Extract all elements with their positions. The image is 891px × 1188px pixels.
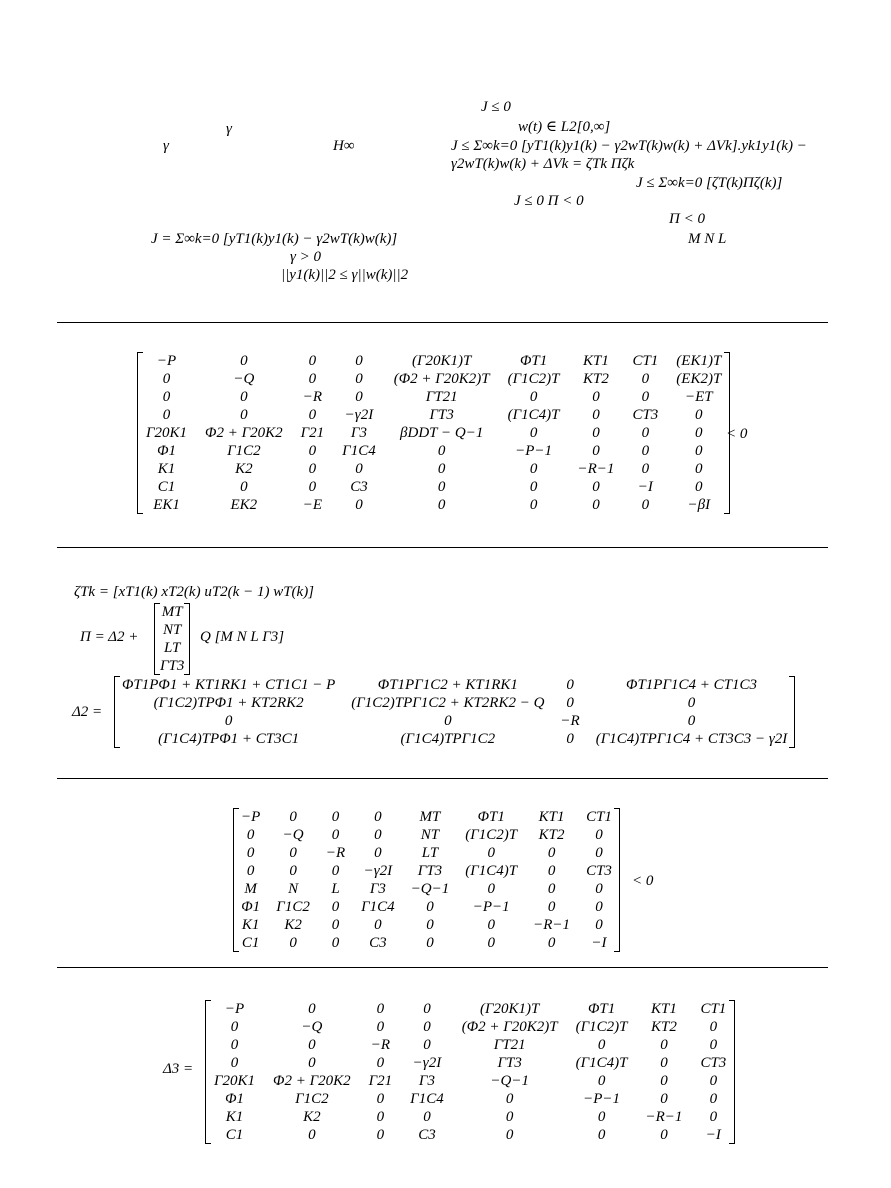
- section-divider: [57, 547, 828, 548]
- matrix-cell: L: [331, 881, 340, 897]
- matrix-cell: ΓT3: [429, 407, 454, 423]
- matrix-cell: ΦT1: [519, 353, 548, 369]
- matrix-cell: K1: [241, 917, 260, 933]
- matrix-row: [137, 496, 730, 514]
- matrix-cell: 0: [308, 371, 317, 387]
- matrix-cell: ΓT21: [493, 1037, 526, 1053]
- matrix-cell: 0: [289, 935, 297, 951]
- vector-cell: NT: [163, 622, 182, 638]
- matrix-cell: 0: [444, 713, 452, 729]
- matrix-cell: 0: [529, 389, 538, 405]
- matrix-cell: 0: [246, 863, 255, 879]
- matrix-cell: Γ1C2: [295, 1091, 329, 1107]
- matrix-cell: ΦT1: [587, 1001, 616, 1017]
- matrix-cell: −R: [560, 713, 580, 729]
- matrix-cell: 0: [687, 695, 696, 711]
- matrix-cell: 0: [709, 1073, 718, 1089]
- matrix-cell: 0: [660, 1037, 668, 1053]
- matrix-cell: 0: [308, 461, 317, 477]
- matrix-cell: (Γ20K1)T: [411, 353, 472, 369]
- matrix-cell: 0: [505, 1091, 514, 1107]
- matrix-cell: 0: [695, 425, 703, 441]
- matrix-cell: 0: [529, 461, 538, 477]
- disturbance-space: w(t) ∈ L2[0,∞]: [518, 119, 611, 135]
- matrix-cell: 0: [547, 845, 556, 861]
- matrix-cell: (Φ2 + Γ20K2)T: [393, 371, 490, 387]
- matrix-cell: 0: [162, 407, 171, 423]
- matrix-cell: −I: [705, 1127, 721, 1143]
- matrix-cell: 0: [355, 353, 363, 369]
- h-infinity-symbol: H∞: [333, 138, 355, 154]
- matrix-cell: CT1: [632, 353, 659, 369]
- matrix-cell: 0: [595, 899, 603, 915]
- pi-column-vector: [154, 603, 190, 675]
- matrix-cell: −Q: [301, 1019, 323, 1035]
- j-quadratic-bound: J ≤ Σ∞k=0 [ζT(k)Πζ(k)]: [636, 175, 783, 191]
- matrix-cell: 0: [660, 1073, 668, 1089]
- matrix-table: [205, 1000, 735, 1144]
- matrix-cell: Γ1C2: [227, 443, 261, 459]
- matrix-cell: (Φ2 + Γ20K2)T: [461, 1019, 558, 1035]
- matrix-cell: 0: [592, 389, 600, 405]
- matrix-cell: βDDT − Q−1: [400, 425, 484, 441]
- delta2-label: Δ2 =: [72, 704, 103, 720]
- matrix-row: [114, 730, 795, 748]
- matrix-cell: 0: [547, 899, 556, 915]
- matrix-cell: −P−1: [583, 1091, 621, 1107]
- matrix-cell: 0: [597, 1037, 606, 1053]
- matrix-cell: Γ1C4: [410, 1091, 444, 1107]
- matrix-cell: 0: [246, 845, 255, 861]
- matrix-cell: 0: [376, 1055, 385, 1071]
- matrix-cell: C3: [418, 1127, 436, 1143]
- matrix-cell: −P: [241, 809, 261, 825]
- matrix-cell: 0: [597, 1109, 606, 1125]
- matrix-cell: 0: [641, 389, 650, 405]
- matrix-cell: (Γ1C4)TPΓ1C4 + CT3C3 − γ2I: [595, 731, 788, 747]
- matrix-cell: C1: [157, 479, 176, 495]
- matrix-cell: −P: [156, 353, 177, 369]
- matrix-cell: 0: [426, 899, 434, 915]
- matrix-cell: EK1: [153, 497, 180, 513]
- matrix-cell: (Γ20K1)T: [479, 1001, 540, 1017]
- matrix-cell: 0: [595, 845, 603, 861]
- gamma-symbol: γ: [163, 138, 169, 154]
- pi-negative: Π < 0: [669, 211, 705, 227]
- matrix-cell: K1: [225, 1109, 244, 1125]
- vector-cell: LT: [163, 640, 181, 656]
- matrix-cell: Φ2 + Γ20K2: [273, 1073, 351, 1089]
- matrix-cell: 0: [641, 371, 650, 387]
- matrix-cell: 0: [240, 353, 248, 369]
- matrix-cell: 0: [230, 1055, 239, 1071]
- matrix-cell: 0: [595, 917, 603, 933]
- pi-definition-prefix: Π = Δ2 +: [80, 629, 139, 645]
- matrix-cell: 0: [308, 1001, 316, 1017]
- matrix-cell: −R: [370, 1037, 391, 1053]
- negative-definite-suffix: < 0: [726, 426, 748, 442]
- matrix-cell: 0: [224, 713, 233, 729]
- negative-definite-suffix: < 0: [632, 873, 654, 889]
- matrix-cell: KT2: [651, 1019, 677, 1035]
- matrix-cell: 0: [695, 461, 703, 477]
- matrix-cell: 0: [331, 899, 340, 915]
- matrix-cell: CT1: [586, 809, 612, 825]
- section-divider: [57, 967, 828, 968]
- matrix-cell: CT3: [632, 407, 659, 423]
- matrix-cell: 0: [376, 1091, 385, 1107]
- matrix-cell: 0: [308, 353, 317, 369]
- matrix-cell: 0: [289, 809, 297, 825]
- matrix-cell: 0: [687, 713, 696, 729]
- matrix-cell: C1: [241, 935, 260, 951]
- matrix-row: [233, 808, 620, 826]
- matrix-cell: Γ1C4: [342, 443, 376, 459]
- matrix-cell: 0: [423, 1109, 431, 1125]
- matrix-cell: (Γ1C4)TPΦ1 + CT3C1: [158, 731, 300, 747]
- matrix-cell: 0: [426, 917, 434, 933]
- matrix-cell: 0: [695, 443, 703, 459]
- matrix-row: [233, 898, 620, 916]
- matrix-row: [233, 862, 620, 880]
- matrix-cell: 0: [597, 1073, 606, 1089]
- matrix-cell: 0: [566, 731, 574, 747]
- matrix-cell: (Γ1C2)TPΓ1C2 + KT2RK2 − Q: [351, 695, 545, 711]
- matrix-cell: −P−1: [515, 443, 553, 459]
- matrix-cell: 0: [162, 371, 171, 387]
- j-bound-line1: J ≤ Σ∞k=0 [yT1(k)y1(k) − γ2wT(k)w(k) + ΔVk].yk1y1(k) −: [451, 138, 807, 154]
- matrix-cell: (Γ1C4)T: [465, 863, 518, 879]
- matrix-row: [205, 1018, 735, 1036]
- matrix-cell: 0: [547, 881, 556, 897]
- matrix-cell: 0: [437, 497, 446, 513]
- matrix-cell: ΓT3: [497, 1055, 522, 1071]
- matrix-cell: −R: [325, 845, 346, 861]
- matrix-table: [114, 676, 795, 748]
- delta2-matrix: [114, 676, 795, 748]
- matrix-cell: (Γ1C2)T: [575, 1019, 628, 1035]
- matrix-cell: KT1: [538, 809, 565, 825]
- matrix-cell: (EK1)T: [676, 353, 722, 369]
- matrix-row: [137, 370, 730, 388]
- matrix-cell: (Γ1C4)TPΓ1C2: [400, 731, 496, 747]
- matrix-cell: −P: [224, 1001, 245, 1017]
- matrix-cell: 0: [547, 863, 556, 879]
- matrix-cell: (Γ1C4)T: [507, 407, 560, 423]
- section-divider: [57, 322, 828, 323]
- matrix-cell: −γ2I: [412, 1055, 442, 1071]
- matrix-cell: (Γ1C2)T: [465, 827, 518, 843]
- matrix-cell: 0: [289, 863, 297, 879]
- matrix-cell: Γ3: [369, 881, 386, 897]
- matrix-cell: 0: [423, 1019, 431, 1035]
- matrix-row: [233, 916, 620, 934]
- matrix-row: [137, 460, 730, 478]
- matrix-cell: 0: [709, 1037, 718, 1053]
- matrix-cell: −E: [302, 497, 323, 513]
- matrix-cell: 0: [641, 425, 650, 441]
- matrix-cell: −βI: [687, 497, 711, 513]
- matrix-cell: 0: [162, 389, 171, 405]
- matrix-cell: −Q: [282, 827, 304, 843]
- matrix-cell: 0: [331, 863, 340, 879]
- matrix-cell: 0: [641, 443, 650, 459]
- matrix-cell: (Γ1C4)T: [575, 1055, 628, 1071]
- matrix-cell: −P−1: [472, 899, 510, 915]
- matrix-cell: 0: [709, 1019, 718, 1035]
- matrix-cell: 0: [374, 917, 382, 933]
- matrix-cell: 0: [566, 677, 574, 693]
- matrix-cell: NT: [420, 827, 440, 843]
- matrix-cell: Γ1C4: [361, 899, 395, 915]
- matrix-cell: Γ21: [368, 1073, 393, 1089]
- matrix-cell: 0: [376, 1019, 385, 1035]
- matrix-cell: ΦT1PΓ1C2 + KT1RK1: [377, 677, 518, 693]
- matrix-cell: K2: [235, 461, 253, 477]
- matrix-cell: Γ3: [418, 1073, 435, 1089]
- matrix-cell: C3: [350, 479, 368, 495]
- matrix-cell: ΦT1: [477, 809, 505, 825]
- matrix-cell: 0: [230, 1019, 239, 1035]
- gamma-symbol: γ: [226, 121, 232, 137]
- matrix-cell: −Q−1: [490, 1073, 529, 1089]
- matrix-row: [205, 1000, 735, 1018]
- matrix-cell: 0: [709, 1109, 718, 1125]
- matrix-cell: Φ2 + Γ20K2: [205, 425, 283, 441]
- matrix-cell: 0: [376, 1127, 385, 1143]
- matrix-cell: 0: [355, 371, 363, 387]
- matrix-row: [205, 1108, 735, 1126]
- matrix-row: [114, 694, 795, 712]
- matrix-cell: 0: [529, 425, 538, 441]
- matrix-cell: −R−1: [577, 461, 615, 477]
- matrix-cell: MT: [419, 809, 441, 825]
- matrix-cell: 0: [641, 497, 650, 513]
- matrix-cell: KT1: [651, 1001, 677, 1017]
- matrix-cell: 0: [487, 917, 495, 933]
- matrix-cell: C1: [225, 1127, 244, 1143]
- matrix-cell: −Q: [233, 371, 255, 387]
- matrix-cell: 0: [240, 479, 248, 495]
- matrix-cell: 0: [641, 461, 650, 477]
- matrix-cell: 0: [376, 1109, 385, 1125]
- matrix-table: [233, 808, 620, 952]
- matrix-cell: EK2: [230, 497, 258, 513]
- matrix-cell: 0: [374, 809, 382, 825]
- matrix-cell: 0: [331, 827, 340, 843]
- matrix-cell: CT1: [700, 1001, 727, 1017]
- matrix-cell: 0: [505, 1127, 514, 1143]
- matrix-row: [114, 676, 795, 694]
- vector-cell: ΓT3: [160, 658, 185, 674]
- matrix-cell: 0: [374, 845, 382, 861]
- matrix-cell: 0: [355, 389, 363, 405]
- matrix-cell: 0: [240, 407, 248, 423]
- matrix-cell: −R−1: [645, 1109, 683, 1125]
- matrix-cell: Φ1: [225, 1091, 244, 1107]
- matrix-cell: 0: [592, 425, 600, 441]
- matrix-cell: Γ21: [300, 425, 325, 441]
- delta3-label: Δ3 =: [163, 1061, 194, 1077]
- matrix-cell: 0: [331, 917, 340, 933]
- matrix-cell: Γ20K1: [214, 1073, 256, 1089]
- matrix-row: [137, 352, 730, 370]
- zeta-definition: ζTk = [xT1(k) xT2(k) uT2(k − 1) wT(k)]: [74, 584, 315, 600]
- matrix-row: [137, 388, 730, 406]
- section-divider: [57, 778, 828, 779]
- matrix-row: [137, 442, 730, 460]
- matrix-cell: (Γ1C2)TPΦ1 + KT2RK2: [153, 695, 304, 711]
- matrix-cell: −Q−1: [410, 881, 450, 897]
- matrix-cell: ΓT3: [417, 863, 443, 879]
- vector-cell: MT: [161, 604, 183, 620]
- matrix-cell: 0: [437, 461, 446, 477]
- matrix-cell: −I: [591, 935, 607, 951]
- matrix-cell: Φ1: [157, 443, 176, 459]
- cost-function-j: J = Σ∞k=0 [yT1(k)y1(k) − γ2wT(k)w(k)]: [151, 231, 398, 247]
- matrix-cell: 0: [289, 845, 297, 861]
- matrix-cell: N: [288, 881, 299, 897]
- matrix-cell: ΦT1PΓ1C4 + CT1C3: [626, 677, 757, 693]
- matrix-cell: 0: [426, 935, 434, 951]
- matrix-cell: 0: [308, 407, 317, 423]
- matrix-cell: 0: [308, 1127, 316, 1143]
- matrix-cell: 0: [695, 479, 703, 495]
- matrix-cell: Φ1: [241, 899, 261, 915]
- matrix-cell: −R−1: [533, 917, 571, 933]
- matrix-row: [205, 1072, 735, 1090]
- matrix-cell: 0: [437, 479, 446, 495]
- matrix-cell: 0: [529, 497, 538, 513]
- matrix-cell: C3: [369, 935, 387, 951]
- matrix-cell: 0: [376, 1001, 385, 1017]
- matrix-row: [137, 424, 730, 442]
- matrix-cell: 0: [660, 1091, 668, 1107]
- matrix-cell: 0: [423, 1037, 431, 1053]
- j-nonpositive: J ≤ 0: [481, 99, 511, 115]
- matrix-cell: 0: [308, 1037, 316, 1053]
- matrix-cell: K2: [284, 917, 302, 933]
- matrix-cell: −γ2I: [344, 407, 374, 423]
- matrix-cell: LT: [421, 845, 439, 861]
- delta3-matrix: [205, 1000, 735, 1144]
- matrix-cell: K2: [303, 1109, 321, 1125]
- matrix-cell: 0: [423, 1001, 431, 1017]
- lmi-matrix-2: [233, 808, 620, 952]
- matrix-cell: −R: [302, 389, 323, 405]
- matrix-cell: 0: [709, 1091, 718, 1107]
- matrix-cell: 0: [529, 479, 538, 495]
- matrix-cell: 0: [660, 1055, 668, 1071]
- matrix-row: [233, 934, 620, 952]
- matrix-cell: KT2: [583, 371, 609, 387]
- matrix-cell: Γ20K1: [146, 425, 188, 441]
- matrix-cell: Γ3: [350, 425, 367, 441]
- matrix-row: [233, 844, 620, 862]
- matrix-cell: 0: [595, 881, 603, 897]
- matrix-cell: 0: [487, 935, 495, 951]
- matrix-row: [233, 826, 620, 844]
- matrix-cell: 0: [566, 695, 574, 711]
- matrix-cell: 0: [308, 479, 317, 495]
- matrix-cell: (Γ1C2)T: [507, 371, 560, 387]
- matrix-cell: K1: [157, 461, 176, 477]
- matrix-row: [205, 1054, 735, 1072]
- matrix-cell: 0: [437, 443, 446, 459]
- lmi-matrix-1: [137, 352, 730, 514]
- matrix-row: [205, 1126, 735, 1144]
- matrix-cell: ΦT1PΦ1 + KT1RK1 + CT1C1 − P: [122, 677, 336, 693]
- matrix-cell: (EK2)T: [676, 371, 722, 387]
- matrix-cell: 0: [331, 809, 340, 825]
- matrix-cell: KT1: [583, 353, 609, 369]
- matrix-row: [114, 712, 795, 730]
- matrix-cell: 0: [487, 881, 495, 897]
- matrix-cell: 0: [355, 497, 363, 513]
- matrix-cell: Γ1C2: [276, 899, 310, 915]
- matrix-cell: 0: [355, 461, 363, 477]
- j-pi-condition: J ≤ 0 Π < 0: [514, 193, 584, 209]
- matrix-cell: 0: [592, 479, 600, 495]
- matrix-row: [205, 1036, 735, 1054]
- gamma-positive: γ > 0: [290, 249, 322, 265]
- matrix-cell: 0: [308, 443, 317, 459]
- mnl-variables: M N L: [688, 231, 727, 247]
- matrix-cell: 0: [240, 389, 248, 405]
- matrix-cell: ΓT21: [425, 389, 458, 405]
- matrix-row: [137, 478, 730, 496]
- matrix-cell: 0: [308, 1055, 316, 1071]
- matrix-row: [205, 1090, 735, 1108]
- matrix-cell: 0: [230, 1037, 239, 1053]
- matrix-cell: 0: [505, 1109, 514, 1125]
- matrix-cell: 0: [331, 935, 340, 951]
- matrix-cell: KT2: [538, 827, 565, 843]
- matrix-cell: 0: [547, 935, 556, 951]
- matrix-cell: −ET: [684, 389, 713, 405]
- matrix-cell: 0: [597, 1127, 606, 1143]
- l2-gain-inequality: ||y1(k)||2 ≤ γ||w(k)||2: [281, 267, 409, 283]
- matrix-cell: 0: [374, 827, 382, 843]
- matrix-cell: 0: [592, 407, 600, 423]
- matrix-cell: 0: [592, 443, 600, 459]
- j-bound-line2: γ2wT(k)w(k) + ΔVk = ζTk Πζk: [451, 156, 635, 172]
- matrix-cell: −γ2I: [363, 863, 393, 879]
- matrix-cell: 0: [695, 407, 703, 423]
- matrix-cell: 0: [487, 845, 495, 861]
- matrix-row: [233, 880, 620, 898]
- matrix-cell: 0: [660, 1127, 668, 1143]
- matrix-cell: CT3: [586, 863, 612, 879]
- matrix-cell: −I: [637, 479, 653, 495]
- matrix-cell: CT3: [700, 1055, 727, 1071]
- matrix-cell: 0: [595, 827, 603, 843]
- matrix-cell: 0: [246, 827, 255, 843]
- matrix-cell: M: [244, 881, 257, 897]
- pi-definition-suffix: Q [M N L Γ3]: [200, 629, 285, 645]
- matrix-cell: 0: [592, 497, 600, 513]
- matrix-table: [137, 352, 730, 514]
- matrix-row: [137, 406, 730, 424]
